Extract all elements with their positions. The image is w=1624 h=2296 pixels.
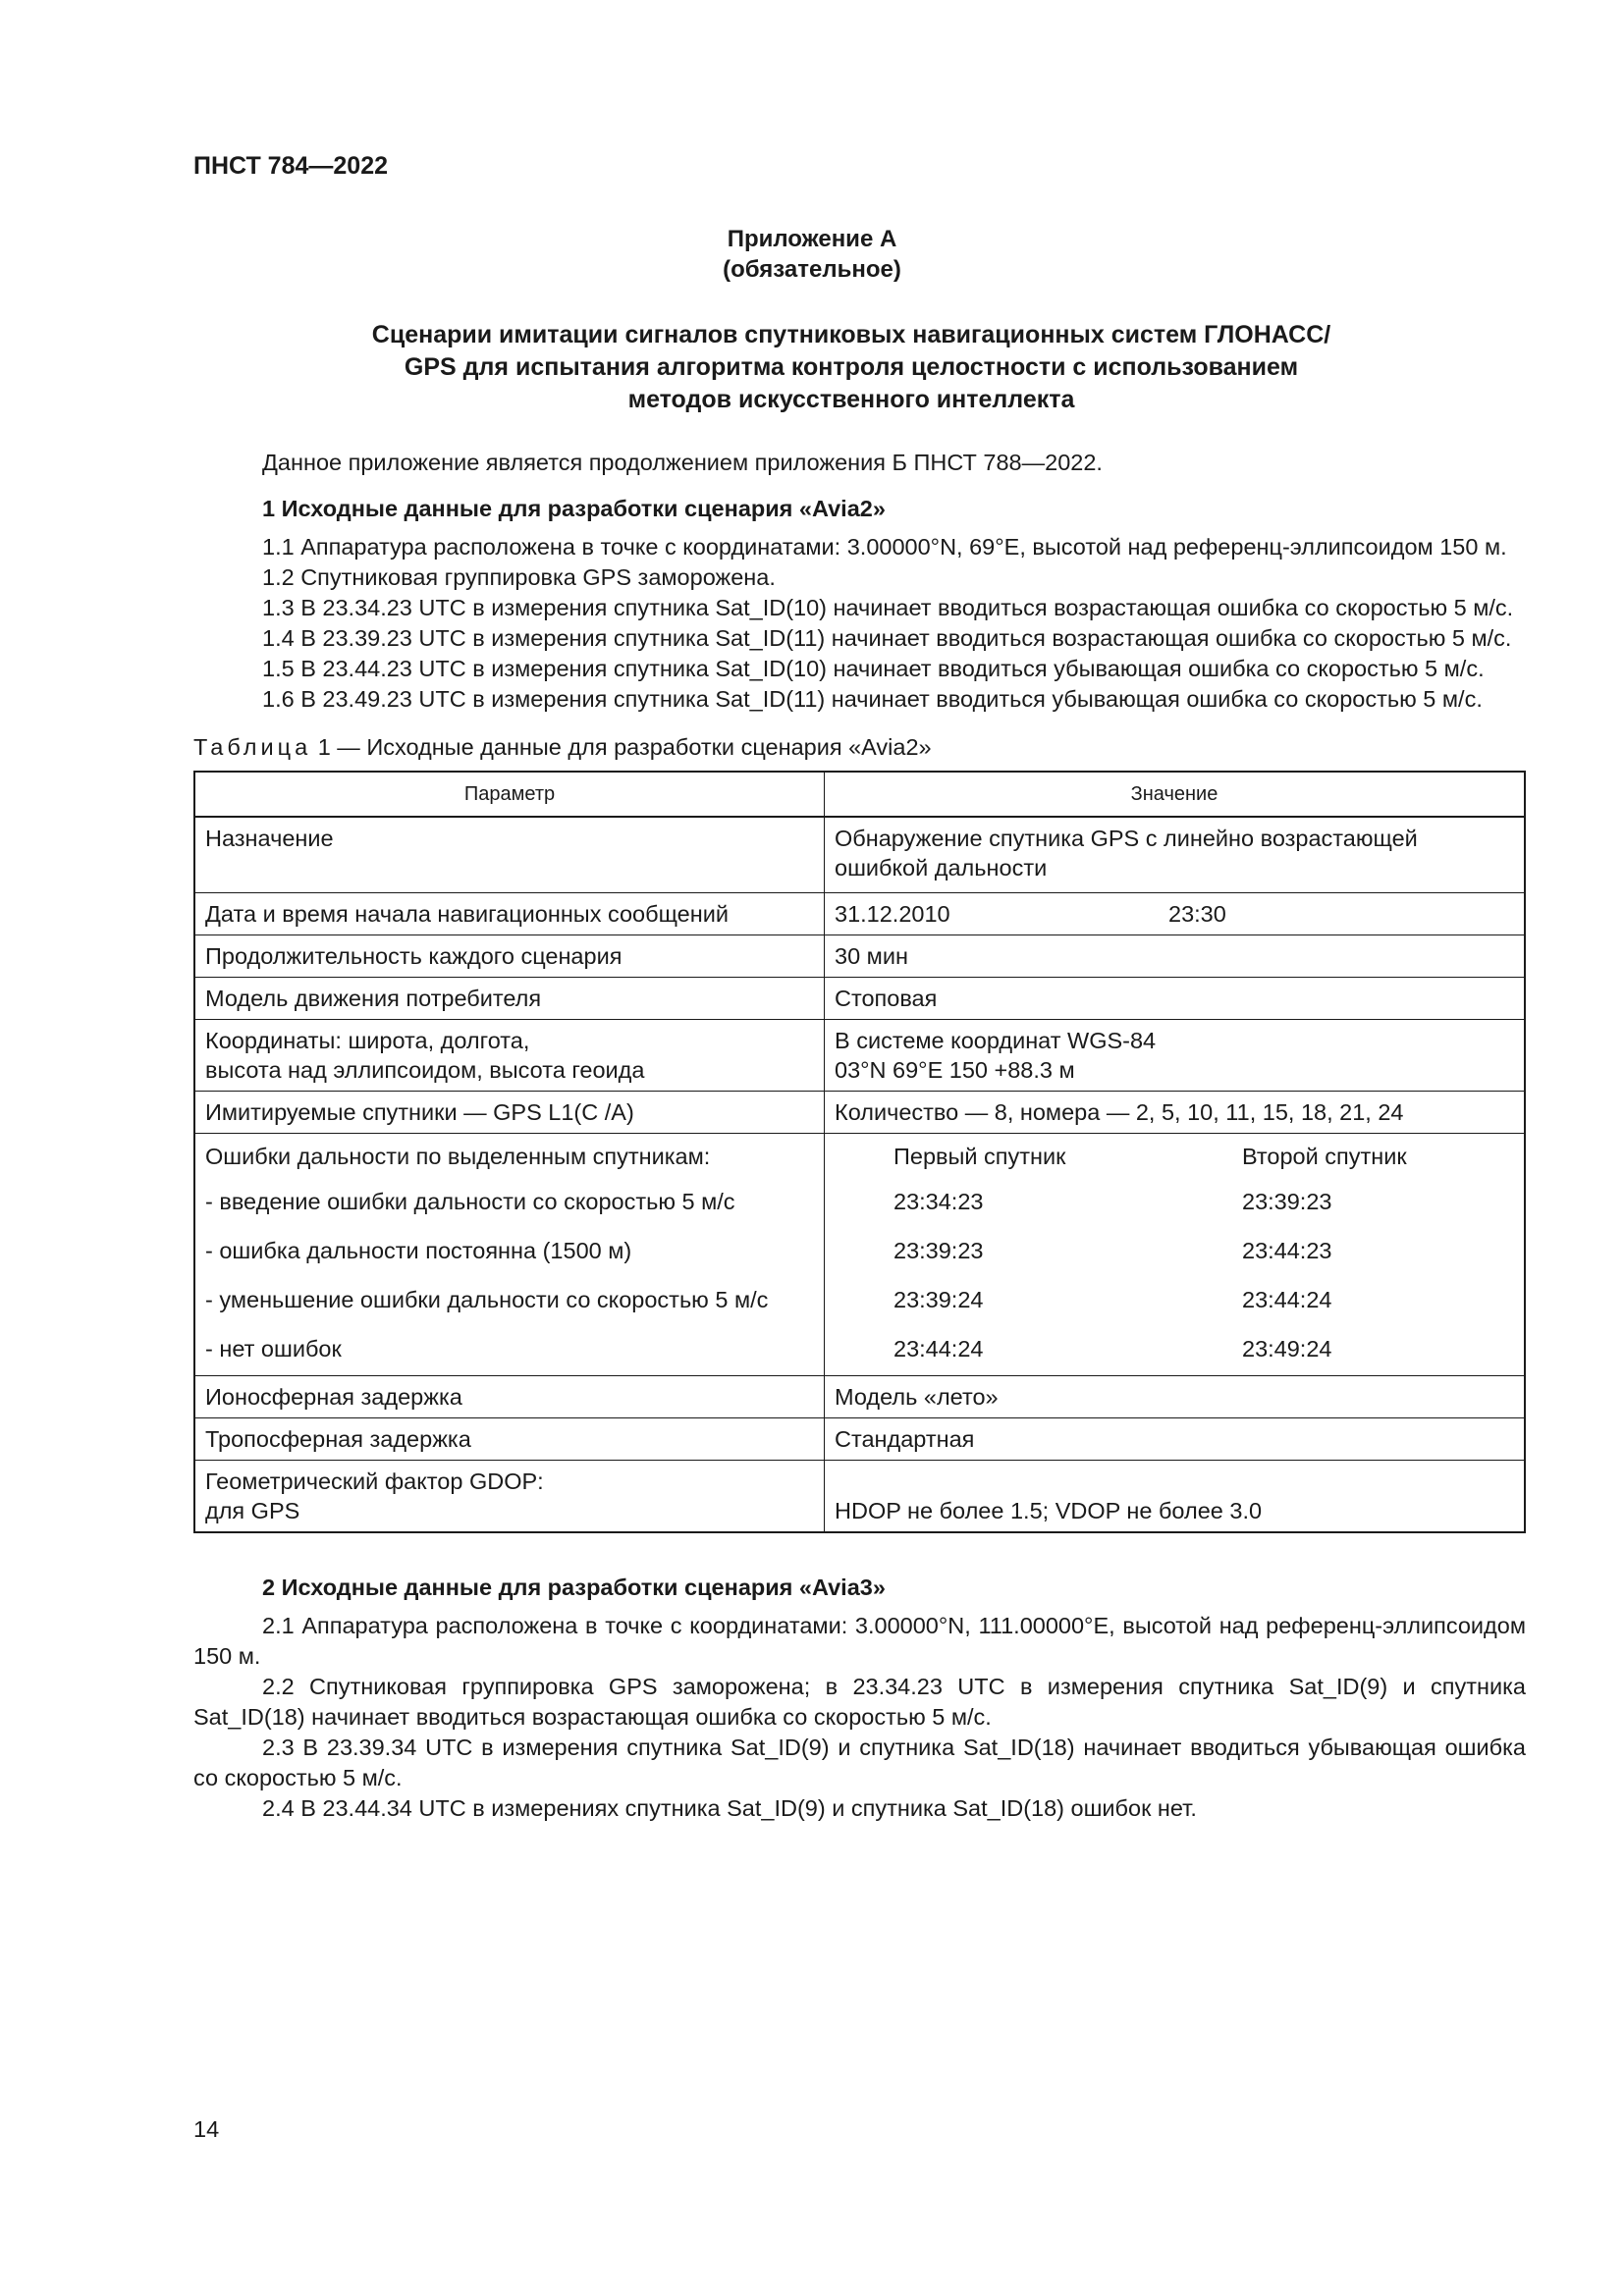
param-cell bbox=[194, 1134, 825, 1376]
param-cell bbox=[194, 1020, 825, 1092]
value-line: В системе координат WGS-84 bbox=[835, 1028, 1157, 1053]
errors-title: Ошибки дальности по выделенным спутникам: bbox=[205, 1144, 711, 1169]
value-cell: HDOP не более 1.5; VDOP не более 3.0 bbox=[825, 1461, 1526, 1533]
section-1-item: 1.1 Аппаратура расположена в точке с координатами: 3.00000°N, 69°E, высотой над референц-эллипсоидом 150 м. bbox=[262, 534, 1507, 560]
param-cell: Ионосферная задержка bbox=[194, 1376, 825, 1418]
section-2-item: 2.3 В 23.39.34 UTC в измерения спутника Sat_ID(9) и спутника Sat_ID(18) начинает вводиться убывающая ошибка со скоростью 5 м/с. bbox=[193, 1735, 1526, 1790]
param-cell: Модель движения потребителя bbox=[194, 978, 825, 1020]
title-line: методов искусственного интеллекта bbox=[627, 386, 1075, 413]
value-cell: Обнаружение спутника GPS с линейно возрастающей ошибкой дальности bbox=[825, 817, 1526, 893]
error-label: - введение ошибки дальности со скоростью 5 м/с bbox=[205, 1189, 735, 1214]
section-2-heading: 2 Исходные данные для разработки сценария «Avia3» bbox=[262, 1575, 886, 1600]
table-caption-text: 1 — Исходные данные для разработки сценария «Avia2» bbox=[317, 734, 932, 760]
section-1-item: 1.3 В 23.34.23 UTC в измерения спутника Sat_ID(10) начинает вводиться возрастающая ошибка со скоростью 5 м/с. bbox=[262, 595, 1514, 620]
error-label: - уменьшение ошибки дальности со скоростью 5 м/с bbox=[205, 1287, 769, 1312]
error-label: - нет ошибок bbox=[205, 1336, 342, 1362]
param-line: Координаты: широта, долгота, bbox=[205, 1028, 530, 1053]
second-time: 23:39:23 bbox=[1242, 1189, 1332, 1214]
header-value: Значение bbox=[825, 772, 1526, 817]
header-param: Параметр bbox=[194, 772, 825, 817]
section-2-item: 2.1 Аппаратура расположена в точке с координатами: 3.00000°N, 111.00000°E, высотой над референц-эллипсоидом 150 м. bbox=[193, 1613, 1526, 1669]
title-line: Сценарии имитации сигналов спутниковых навигационных систем ГЛОНАСС/ bbox=[371, 321, 1331, 348]
value-cell: Модель «лето» bbox=[825, 1376, 1526, 1418]
appendix-title bbox=[236, 319, 1467, 416]
error-times bbox=[835, 1226, 1514, 1275]
table-row bbox=[194, 1020, 1525, 1092]
page-number: 14 bbox=[193, 2116, 220, 2142]
param-cell: Дата и время начала навигационных сообщений bbox=[194, 893, 825, 935]
table-row bbox=[194, 1134, 1525, 1376]
table-row bbox=[194, 817, 1525, 893]
value-cell: Количество — 8, номера — 2, 5, 10, 11, 15, 18, 21, 24 bbox=[825, 1092, 1526, 1134]
section-1-item: 1.6 В 23.49.23 UTC в измерения спутника Sat_ID(11) начинает вводиться убывающая ошибка со скоростью 5 м/с. bbox=[262, 686, 1483, 712]
param-line: высота над эллипсоидом, высота геоида bbox=[205, 1057, 645, 1083]
second-time: 23:44:24 bbox=[1242, 1287, 1332, 1312]
param-cell bbox=[194, 1461, 825, 1533]
table-row bbox=[194, 1376, 1525, 1418]
param-line: Геометрический фактор GDOP: bbox=[205, 1468, 544, 1494]
table-row bbox=[194, 935, 1525, 978]
table-header-row bbox=[194, 772, 1525, 817]
error-times bbox=[835, 1275, 1514, 1324]
param-line: для GPS bbox=[205, 1498, 300, 1523]
section-1-heading: 1 Исходные данные для разработки сценария «Avia2» bbox=[262, 496, 886, 521]
table-caption-prefix: Таблица bbox=[193, 734, 312, 760]
section-1-item: 1.4 В 23.39.23 UTC в измерения спутника Sat_ID(11) начинает вводиться возрастающая ошибка со скоростью 5 м/с. bbox=[262, 625, 1512, 651]
appendix-label: Приложение А bbox=[727, 226, 897, 252]
value-cell: 30 мин bbox=[825, 935, 1526, 978]
table-row bbox=[194, 1092, 1525, 1134]
scenario-table bbox=[193, 771, 1526, 1533]
param-cell: Имитируемые спутники — GPS L1(C /A) bbox=[194, 1092, 825, 1134]
value-cell bbox=[825, 893, 1526, 935]
errors-column-headers bbox=[835, 1136, 1514, 1177]
value-cell: Стоповая bbox=[825, 978, 1526, 1020]
first-time: 23:44:24 bbox=[893, 1336, 984, 1362]
table-row bbox=[194, 1461, 1525, 1533]
value-line: 03°N 69°E 150 +88.3 м bbox=[835, 1057, 1075, 1083]
error-times bbox=[835, 1177, 1514, 1226]
table-caption bbox=[193, 732, 1526, 763]
table-row bbox=[194, 1418, 1525, 1461]
table-row bbox=[194, 893, 1525, 935]
document-header: ПНСТ 784—2022 bbox=[193, 152, 388, 180]
error-label: - ошибка дальности постоянна (1500 м) bbox=[205, 1238, 632, 1263]
document-body bbox=[193, 448, 1526, 1824]
col-second-satellite: Второй спутник bbox=[1242, 1144, 1407, 1169]
appendix-heading bbox=[0, 224, 1624, 285]
value-cell bbox=[825, 1134, 1526, 1376]
intro-paragraph: Данное приложение является продолжением приложения Б ПНСТ 788—2022. bbox=[262, 450, 1103, 475]
section-2-item: 2.2 Спутниковая группировка GPS заморожена; в 23.34.23 UTC в измерения спутника Sat_ID(9) и спутника Sat_ID(18) начинает вводиться возрастающая ошибка со скоростью 5 м/с. bbox=[193, 1674, 1526, 1730]
second-time: 23:44:23 bbox=[1242, 1238, 1332, 1263]
first-time: 23:39:24 bbox=[893, 1287, 984, 1312]
value-cell bbox=[825, 1020, 1526, 1092]
param-cell: Продолжительность каждого сценария bbox=[194, 935, 825, 978]
value-cell: Стандартная bbox=[825, 1418, 1526, 1461]
param-cell: Тропосферная задержка bbox=[194, 1418, 825, 1461]
section-2-item: 2.4 В 23.44.34 UTC в измерениях спутника Sat_ID(9) и спутника Sat_ID(18) ошибок нет. bbox=[262, 1795, 1197, 1821]
col-first-satellite: Первый спутник bbox=[893, 1144, 1066, 1169]
second-time: 23:49:24 bbox=[1242, 1336, 1332, 1362]
error-times bbox=[835, 1324, 1514, 1373]
appendix-status: (обязательное) bbox=[723, 256, 901, 283]
table-row bbox=[194, 978, 1525, 1020]
section-1-item: 1.5 В 23.44.23 UTC в измерения спутника Sat_ID(10) начинает вводиться убывающая ошибка со скоростью 5 м/с. bbox=[262, 656, 1485, 681]
time-value: 23:30 bbox=[1168, 901, 1226, 927]
first-time: 23:39:23 bbox=[893, 1238, 984, 1263]
first-time: 23:34:23 bbox=[893, 1189, 984, 1214]
section-1-item: 1.2 Спутниковая группировка GPS заморожена. bbox=[262, 564, 776, 590]
param-cell: Назначение bbox=[194, 817, 825, 893]
date-value: 31.12.2010 bbox=[835, 901, 950, 927]
title-line: GPS для испытания алгоритма контроля целостности с использованием bbox=[404, 353, 1299, 381]
